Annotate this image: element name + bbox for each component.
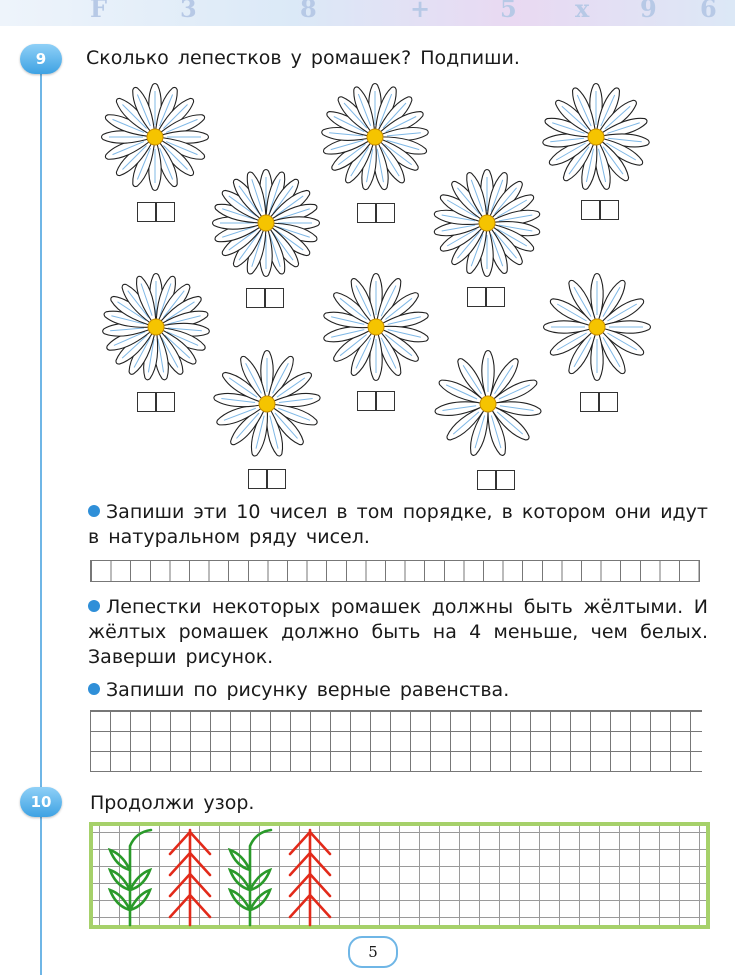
petal-count-box[interactable] <box>477 470 515 490</box>
daisy-center <box>258 215 274 231</box>
petal-count-box[interactable] <box>246 288 284 308</box>
pattern-drawing <box>93 826 714 933</box>
page-number: 5 <box>348 936 398 968</box>
number-sequence-input[interactable] <box>90 560 700 582</box>
instruction-equalities <box>88 678 708 703</box>
petal-count-box[interactable] <box>248 469 286 489</box>
instruction-text: Запиши эти 10 чисел в том порядке, в котором они идут в натуральном ряду чисел. <box>88 501 708 548</box>
petal-count-box[interactable] <box>357 203 395 223</box>
daisy-center <box>589 319 605 335</box>
bullet-icon <box>88 683 100 695</box>
daisy-center <box>259 396 275 412</box>
daisy-flower <box>320 82 430 192</box>
instruction-natural-order <box>88 500 708 550</box>
daisy-center <box>588 129 604 145</box>
petal-count-box[interactable] <box>137 392 175 412</box>
instruction-text: Запиши по рисунку верные равенства. <box>106 679 510 701</box>
task10-instruction: Продолжи узор. <box>90 792 255 814</box>
daisy-flower <box>212 349 322 459</box>
petal-count-box[interactable] <box>357 391 395 411</box>
daisy-flower <box>101 272 211 382</box>
petal-count-box[interactable] <box>580 392 618 412</box>
petal-count-box[interactable] <box>467 287 505 307</box>
task-number-10: 10 <box>20 787 62 817</box>
banner-glyph: + <box>410 0 431 23</box>
banner-glyph: F <box>90 0 108 23</box>
green-sprout-icon <box>230 830 271 925</box>
petal-count-box[interactable] <box>581 200 619 220</box>
pattern-grid[interactable] <box>89 822 710 929</box>
task-number-9: 9 <box>20 44 62 74</box>
bullet-icon <box>88 600 100 612</box>
instruction-yellow-daisies <box>88 595 708 670</box>
banner-glyph: 6 <box>700 0 717 23</box>
banner-glyph: 3 <box>180 0 197 23</box>
header-banner <box>0 0 735 26</box>
banner-glyph: 5 <box>500 0 517 23</box>
margin-line <box>40 58 42 975</box>
banner-glyph: 9 <box>640 0 657 23</box>
daisy-center <box>480 396 496 412</box>
daisy-flower <box>100 82 210 192</box>
instruction-text: Лепестки некоторых ромашек должны быть жёлтыми. И жёлтых ромашек должно быть на 4 меньше, чем белых. Заверши рисунок. <box>88 596 708 668</box>
daisy-flower <box>542 272 652 382</box>
bullet-icon <box>88 505 100 517</box>
red-arrow-tree-icon <box>290 830 330 925</box>
daisy-center <box>147 129 163 145</box>
banner-glyph: x <box>575 0 590 23</box>
equalities-grid[interactable] <box>90 710 702 772</box>
daisy-flower <box>541 82 651 192</box>
banner-glyph: 8 <box>300 0 317 23</box>
daisy-flower <box>433 349 543 459</box>
daisy-center <box>368 319 384 335</box>
task9-question: Сколько лепестков у ромашек? Подпиши. <box>86 47 520 69</box>
green-sprout-icon <box>110 830 151 925</box>
daisy-flower <box>211 168 321 278</box>
daisy-center <box>367 129 383 145</box>
daisy-center <box>479 215 495 231</box>
petal-count-box[interactable] <box>137 202 175 222</box>
red-arrow-tree-icon <box>170 830 210 925</box>
daisy-flower <box>321 272 431 382</box>
daisy-center <box>148 319 164 335</box>
daisy-flower <box>432 168 542 278</box>
